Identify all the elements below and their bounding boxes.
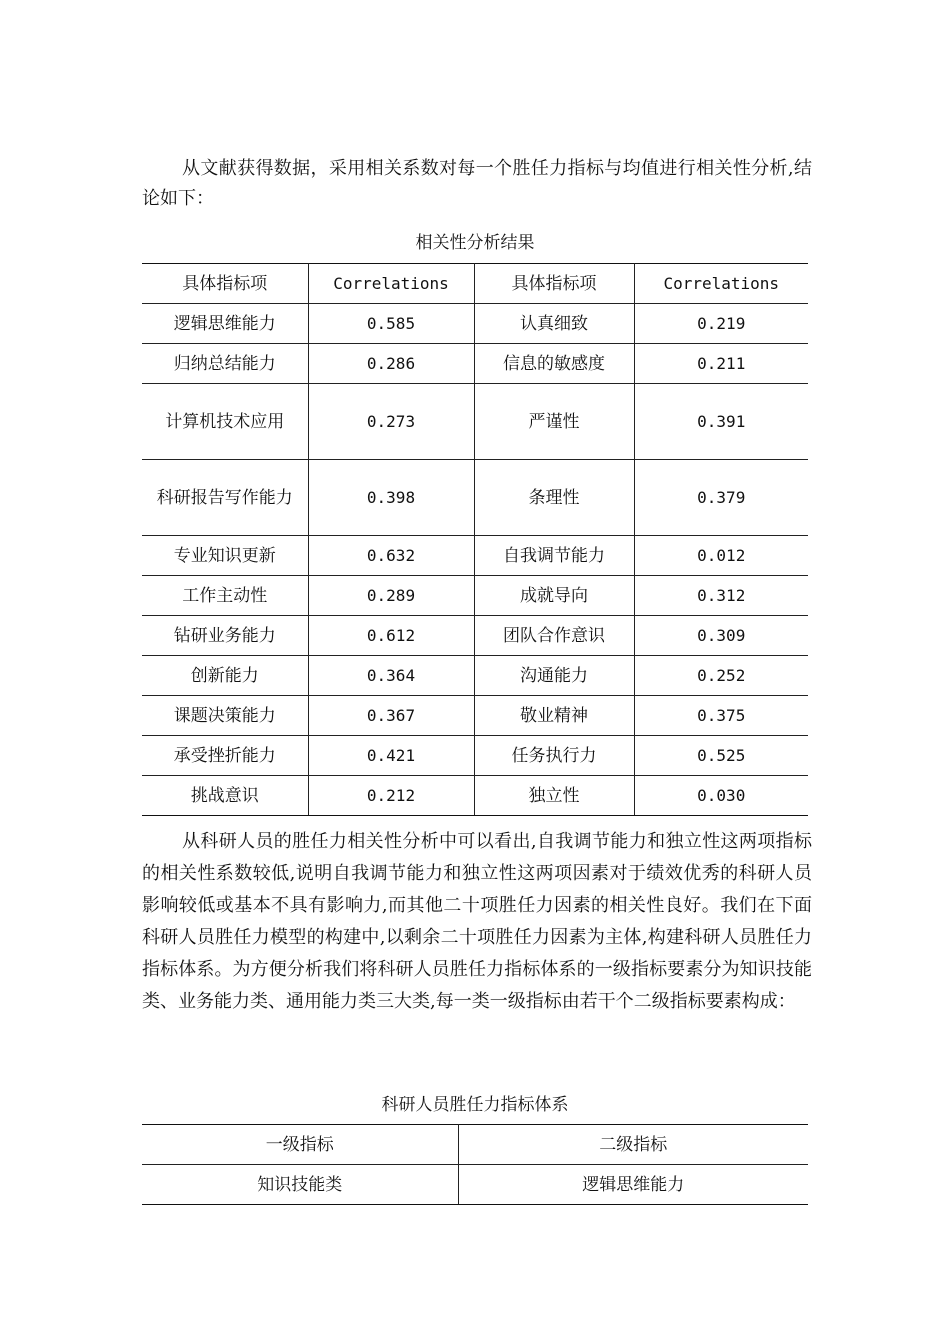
table-row: [142, 344, 808, 384]
correlation-cell: 0.379: [634, 460, 808, 536]
correlation-cell: 0.632: [308, 536, 474, 576]
table-header-row: [142, 1125, 808, 1165]
header-cell: 具体指标项: [142, 264, 308, 304]
intro-text: 从文献获得数据，采用相关系数对每一个胜任力指标与均值进行相关性分析,结论如下：: [142, 158, 812, 209]
header-cell: Correlations: [308, 264, 474, 304]
indicator-cell: 科研报告写作能力: [142, 460, 308, 536]
correlation-cell: 0.309: [634, 616, 808, 656]
indicator-cell: 条理性: [474, 460, 634, 536]
table2-caption: 科研人员胜任力指标体系: [381, 1095, 569, 1115]
intro-paragraph: [142, 154, 812, 214]
indicator-cell: 计算机技术应用: [142, 384, 308, 460]
indicator-cell: 课题决策能力: [142, 696, 308, 736]
correlation-cell: 0.286: [308, 344, 474, 384]
table-row: [142, 576, 808, 616]
correlation-cell: 0.364: [308, 656, 474, 696]
indicator-cell: 挑战意识: [142, 776, 308, 816]
table-row: [142, 616, 808, 656]
correlation-cell: 0.211: [634, 344, 808, 384]
indicator-cell: 信息的敏感度: [474, 344, 634, 384]
header-cell: 具体指标项: [474, 264, 634, 304]
correlation-cell: 0.367: [308, 696, 474, 736]
body-paragraph: [142, 826, 812, 1018]
correlation-cell: 0.252: [634, 656, 808, 696]
correlation-table: [142, 263, 808, 816]
header-cell: 二级指标: [458, 1125, 808, 1165]
indicator-cell: 创新能力: [142, 656, 308, 696]
level1-cell: 知识技能类: [142, 1165, 458, 1205]
correlation-cell: 0.289: [308, 576, 474, 616]
table-row: [142, 656, 808, 696]
indicator-cell: 沟通能力: [474, 656, 634, 696]
indicator-system-table: [142, 1124, 808, 1205]
correlation-cell: 0.312: [634, 576, 808, 616]
indicator-cell: 归纳总结能力: [142, 344, 308, 384]
indicator-cell: 任务执行力: [474, 736, 634, 776]
correlation-cell: 0.585: [308, 304, 474, 344]
indicator-cell: 工作主动性: [142, 576, 308, 616]
correlation-cell: 0.391: [634, 384, 808, 460]
indicator-cell: 团队合作意识: [474, 616, 634, 656]
correlation-cell: 0.273: [308, 384, 474, 460]
table-row: [142, 1165, 808, 1205]
correlation-cell: 0.421: [308, 736, 474, 776]
table-row: [142, 776, 808, 816]
correlation-cell: 0.398: [308, 460, 474, 536]
correlation-cell: 0.012: [634, 536, 808, 576]
table-row: [142, 460, 808, 536]
indicator-cell: 自我调节能力: [474, 536, 634, 576]
table-row: [142, 384, 808, 460]
indicator-cell: 专业知识更新: [142, 536, 308, 576]
correlation-cell: 0.525: [634, 736, 808, 776]
indicator-cell: 成就导向: [474, 576, 634, 616]
table-row: [142, 736, 808, 776]
header-cell: Correlations: [634, 264, 808, 304]
correlation-cell: 0.219: [634, 304, 808, 344]
correlation-cell: 0.375: [634, 696, 808, 736]
body-text: 从科研人员的胜任力相关性分析中可以看出,自我调节能力和独立性这两项指标的相关性系数较低,说明自我调节能力和独立性这两项因素对于绩效优秀的科研人员影响较低或基本不具有影响力,而其他二十项胜任力因素的相关性良好。我们在下面科研人员胜任力模型的构建中,以剩余二十项胜任力因素为主体,构建科研人员胜任力指标体系。为方便分析我们将科研人员胜任力指标体系的一级指标要素分为知识技能类、业务能力类、通用能力类三大类,每一类一级指标由若干个二级指标要素构成：: [142, 831, 812, 1012]
indicator-cell: 敬业精神: [474, 696, 634, 736]
level2-cell: 逻辑思维能力: [458, 1165, 808, 1205]
table-row: [142, 304, 808, 344]
table-row: [142, 696, 808, 736]
table1-caption: 相关性分析结果: [415, 233, 535, 253]
correlation-cell: 0.212: [308, 776, 474, 816]
header-cell: 一级指标: [142, 1125, 458, 1165]
indicator-cell: 承受挫折能力: [142, 736, 308, 776]
correlation-cell: 0.030: [634, 776, 808, 816]
indicator-cell: 逻辑思维能力: [142, 304, 308, 344]
indicator-cell: 钻研业务能力: [142, 616, 308, 656]
correlation-cell: 0.612: [308, 616, 474, 656]
indicator-cell: 认真细致: [474, 304, 634, 344]
table-row: [142, 536, 808, 576]
indicator-cell: 独立性: [474, 776, 634, 816]
table-header-row: [142, 264, 808, 304]
indicator-cell: 严谨性: [474, 384, 634, 460]
